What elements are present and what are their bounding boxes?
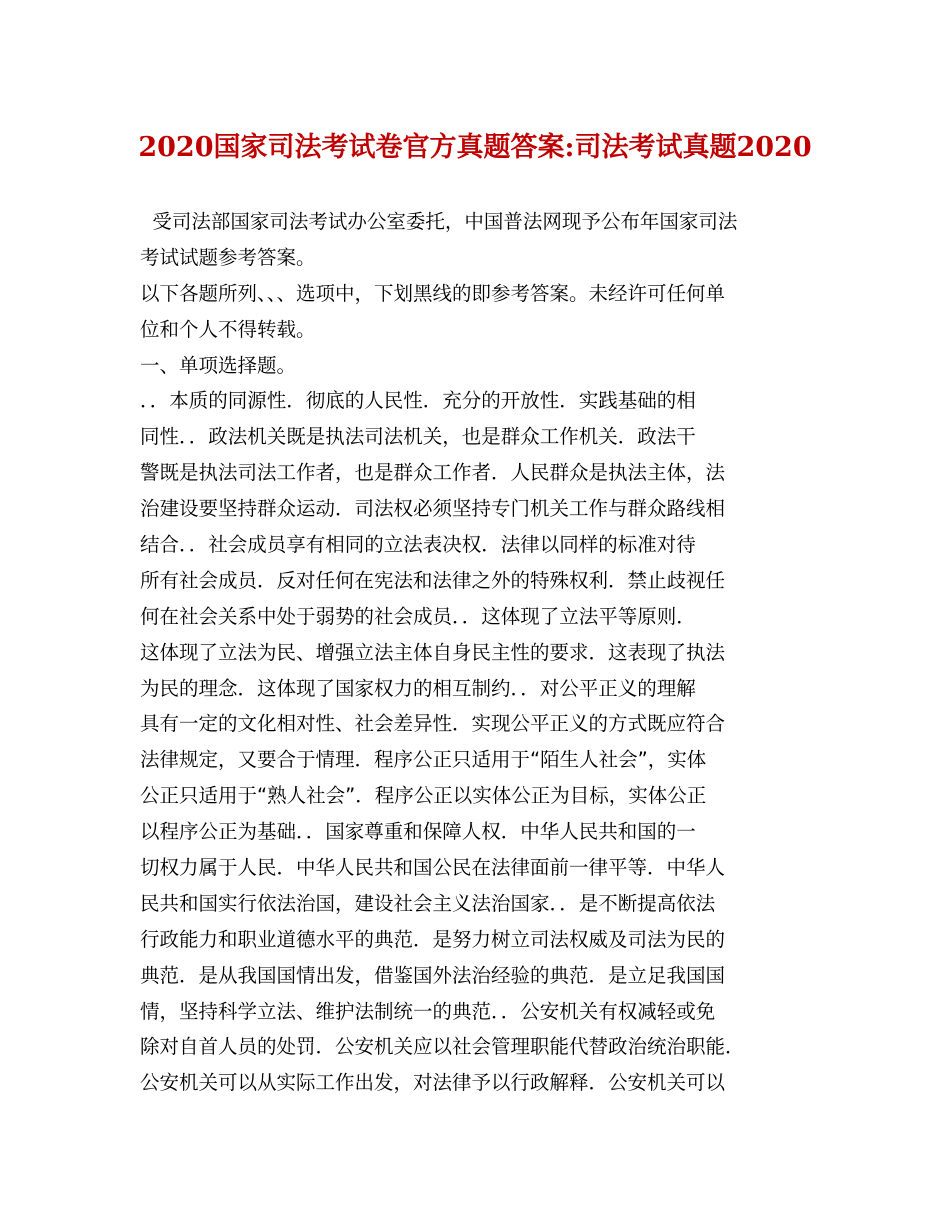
body-line: 民共和国实行依法治国，建设社会主义法治国家．．是不断提高依法 [140, 891, 716, 915]
body-line: 情，坚持科学立法、维护法制统一的典范．．公安机关有权减轻或免 [140, 999, 716, 1023]
body-line: 典范．是从我国国情出发，借鉴国外法治经验的典范．是立足我国国 [140, 963, 726, 987]
body-line: 这体现了立法为民、增强立法主体自身民主性的要求．这表现了执法 [140, 640, 726, 664]
body-line: 位和个人不得转载。 [140, 317, 316, 341]
body-line: 以下各题所列、、、选项中，下划黑线的即参考答案。未经许可任何单 [140, 281, 726, 305]
body-line: 公安机关可以从实际工作出发，对法律予以行政解释．公安机关可以 [140, 1071, 726, 1095]
body-line: 结合．．社会成员享有相同的立法表决权．法律以同样的标准对待 [140, 533, 696, 557]
body-line: 警既是执法司法工作者，也是群众工作者．人民群众是执法主体，法 [140, 461, 726, 485]
document-title: 2020国家司法考试卷官方真题答案:司法考试真题2020 [138, 132, 812, 163]
body-line: 何在社会关系中处于弱势的社会成员．．这体现了立法平等原则． [140, 604, 696, 628]
body-line: 同性．．政法机关既是执法司法机关，也是群众工作机关．政法干 [140, 425, 696, 449]
body-line: 以程序公正为基础．．国家尊重和保障人权．中华人民共和国的一 [140, 820, 696, 844]
body-line: 为民的理念．这体现了国家权力的相互制约．．对公平正义的理解 [140, 676, 696, 700]
body-line: 受司法部国家司法考试办公室委托，中国普法网现予公布年国家司法 [140, 210, 738, 233]
body-line: 法律规定，又要合于情理．程序公正只适用于“陌生人社会”，实体 [140, 748, 707, 772]
body-line: ．．本质的同源性．彻底的人民性．充分的开放性．实践基础的相 [140, 389, 696, 413]
body-line: 具有一定的文化相对性、社会差异性．实现公平正义的方式既应符合 [140, 712, 726, 736]
body-line: 公正只适用于“熟人社会”．程序公正以实体公正为目标，实体公正 [140, 784, 707, 808]
body-line: 切权力属于人民．中华人民共和国公民在法律面前一律平等．中华人 [140, 856, 726, 880]
body-line: 一、单项选择题。 [140, 353, 297, 377]
body-line: 考试试题参考答案。 [140, 245, 316, 269]
body-line: 行政能力和职业道德水平的典范．是努力树立司法权威及司法为民的 [140, 927, 726, 951]
body-line: 治建设要坚持群众运动．司法权必须坚持专门机关工作与群众路线相 [140, 497, 726, 521]
body-line: 所有社会成员．反对任何在宪法和法律之外的特殊权利．禁止歧视任 [140, 568, 726, 592]
document-body [140, 204, 820, 1101]
body-line: 除对自首人员的处罚．公安机关应以社会管理职能代替政治统治职能． [140, 1035, 745, 1059]
